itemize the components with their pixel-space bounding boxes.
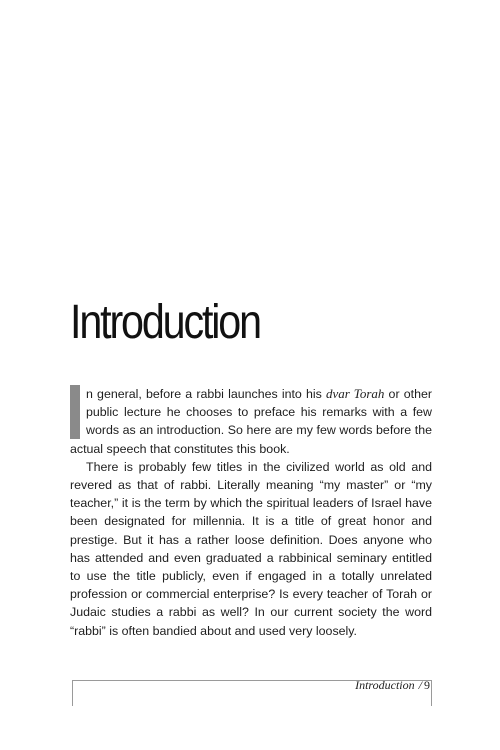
footer-separator: / [418,678,422,692]
paragraph-1 [70,385,432,458]
page-number: 9 [424,678,430,692]
paragraph-1-start: n general, before a rabbi launches into his [86,387,326,401]
running-footer [355,677,430,693]
body-text [70,385,432,640]
footer-rule-left [72,680,73,706]
footer-running-title: Introduction [355,678,415,692]
paragraph-1-rest: or other public lecture he chooses to preface his remarks with a few words as an introduction. So here are my few words before the actual speech that constitutes this book. [70,387,432,456]
paragraph-1-term: dvar Torah [325,386,385,401]
chapter-title: Introduction [70,296,260,349]
drop-cap-letter [70,385,80,439]
paragraph-2: There is probably few titles in the civilized world as old and revered as that of rabbi. Literally meaning “my master” or “my teacher,” it is the term by which the spiritual leaders of Israel have been designated for millennia. It is a title of great honor and prestige. But it has a rather loose definition. Does anyone who has attended and even graduated a rabbinical seminary entitled to use the title publicly, even if engaged in a totally unrelated profession or commercial enterprise? Is every teacher of Torah or Judaic studies a rabbi as well? In our current society the word “rabbi” is often bandied about and used very loosely. [70,459,432,638]
footer-rule-right [431,680,432,706]
drop-cap [70,385,80,439]
